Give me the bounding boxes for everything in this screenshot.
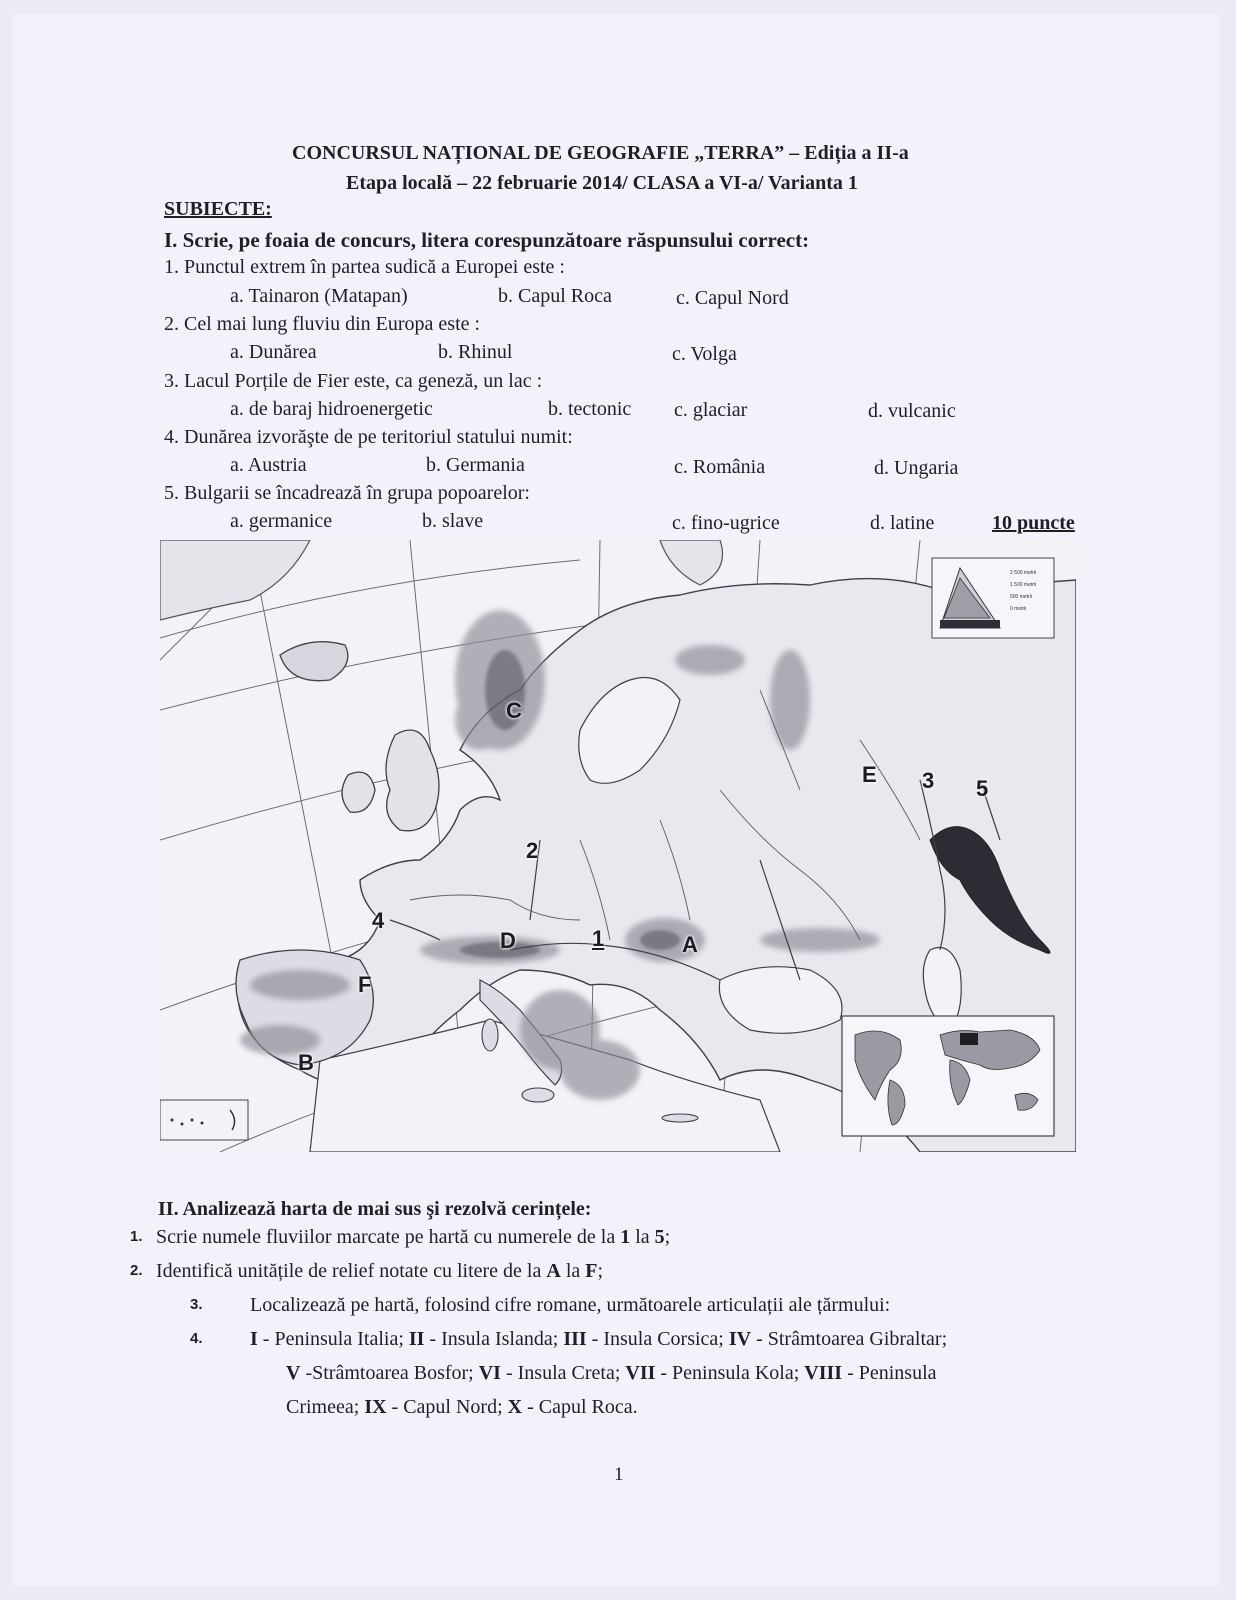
- articulations-line3: [286, 1396, 638, 1419]
- articulations-line2: [286, 1362, 937, 1385]
- roman-X: X: [507, 1396, 523, 1418]
- q5-option-d: d. latine: [870, 512, 935, 534]
- art-VI: - Insula Creta;: [500, 1362, 626, 1384]
- map-label-B: B: [298, 1050, 314, 1075]
- art-V: -Strâmtoarea Bosfor;: [300, 1362, 479, 1384]
- art-VIII: - Peninsula: [842, 1362, 937, 1384]
- art-IX: - Capul Nord;: [386, 1396, 508, 1418]
- item1-b1: 1: [620, 1226, 631, 1248]
- art-II: - Insula Islanda;: [424, 1328, 564, 1350]
- crete: [662, 1114, 698, 1122]
- q5-option-a: a. germanice: [230, 510, 333, 532]
- roman-VIII: VIII: [804, 1362, 843, 1384]
- map-label-F: F: [358, 972, 372, 997]
- roman-VI: VI: [478, 1362, 501, 1384]
- legend-2500: 2 500 metrii: [1010, 570, 1037, 576]
- exam-title: CONCURSUL NAȚIONAL DE GEOGRAFIE „TERRA” – Ediția a II-a: [292, 142, 909, 164]
- item1-number: 1.: [130, 1228, 143, 1245]
- item2-b2: F: [585, 1260, 598, 1282]
- articulations-line1: [250, 1328, 947, 1351]
- q5-option-b: b. slave: [422, 510, 484, 532]
- points-label: 10 puncte: [992, 512, 1075, 534]
- roman-I: I: [250, 1328, 258, 1350]
- legend-1500: 1 500 metrii: [1010, 582, 1037, 588]
- section1-heading: I. Scrie, pe foaia de concurs, litera corespunzătoare răspunsului correct:: [164, 228, 810, 252]
- question-1: 1. Punctul extrem în partea sudică a Europei este :: [164, 256, 565, 278]
- q4-option-c: c. România: [674, 456, 766, 478]
- map-label-2: 2: [526, 838, 539, 863]
- question-4: 4. Dunărea izvorăşte de pe teritoriul statului numit:: [164, 426, 573, 448]
- legend-0: 0 metrii: [1010, 606, 1027, 612]
- roman-III: III: [563, 1328, 587, 1350]
- q1-option-a: a. Tainaron (Matapan): [230, 285, 408, 307]
- q2-option-a: a. Dunărea: [230, 341, 317, 363]
- art-X: - Capul Roca.: [522, 1396, 638, 1418]
- q2-option-c: c. Volga: [672, 343, 737, 365]
- item1-post: ;: [664, 1226, 671, 1248]
- q3-option-b: b. tectonic: [548, 398, 632, 420]
- question-3: 3. Lacul Porțile de Fier este, ca geneză, un lac :: [164, 370, 543, 392]
- q4-option-d: d. Ungaria: [874, 457, 959, 479]
- item2-post: ;: [597, 1260, 604, 1282]
- item1-mid: la: [630, 1226, 655, 1248]
- page-number: 1: [614, 1464, 624, 1485]
- roman-VII: VII: [625, 1362, 656, 1384]
- art-VIII-cont: Crimeea;: [286, 1396, 365, 1418]
- item2-pre: Identifică unitățile de relief notate cu litere de la: [156, 1260, 547, 1282]
- world-inset-map: [842, 1016, 1054, 1136]
- item2-mid: la: [560, 1260, 586, 1282]
- q4-option-a: a. Austria: [230, 454, 307, 476]
- roman-II: II: [408, 1328, 425, 1350]
- map-label-4: 4: [372, 908, 385, 933]
- exam-subtitle: Etapa locală – 22 februarie 2014/ CLASA a VI-a/ Varianta 1: [346, 172, 858, 194]
- art-VII: - Peninsula Kola;: [655, 1362, 805, 1384]
- roman-IV: IV: [728, 1328, 752, 1350]
- legend-500: 500 metrii: [1010, 594, 1032, 600]
- map-label-1: 1: [592, 926, 605, 951]
- section2-heading: II. Analizează harta de mai sus şi rezolvă cerințele:: [158, 1198, 592, 1220]
- q4-option-b: b. Germania: [426, 454, 525, 476]
- q5-option-c: c. fino-ugrice: [672, 512, 780, 534]
- item1-pre: Scrie numele fluviilor marcate pe hartă cu numerele de la: [156, 1226, 621, 1248]
- map-label-E: E: [862, 762, 877, 787]
- item3-text: Localizează pe hartă, folosind cifre romane, următoarele articulații ale țărmului:: [250, 1294, 891, 1316]
- map-label-D: D: [500, 928, 516, 953]
- map-label-C: C: [506, 698, 522, 723]
- item1-b2: 5: [654, 1226, 665, 1248]
- map-label-5: 5: [976, 776, 989, 801]
- q3-option-a: a. de baraj hidroenergetic: [230, 398, 433, 420]
- q2-option-b: b. Rhinul: [438, 341, 513, 363]
- question-2: 2. Cel mai lung fluviu din Europa este :: [164, 313, 481, 335]
- item2-text: [156, 1260, 603, 1283]
- q1-option-c: c. Capul Nord: [676, 287, 789, 309]
- map-label-3: 3: [922, 768, 935, 793]
- subiecte-heading: SUBIECTE:: [164, 198, 272, 220]
- elevation-legend: [932, 558, 1054, 638]
- roman-IX: IX: [364, 1396, 387, 1418]
- question-5: 5. Bulgarii se încadrează în grupa popoarelor:: [164, 482, 530, 504]
- roman-V: V: [286, 1362, 301, 1384]
- art-IV: - Strâmtoarea Gibraltar;: [751, 1328, 948, 1350]
- sicily: [522, 1088, 554, 1102]
- art-III: - Insula Corsica;: [586, 1328, 729, 1350]
- corsica-sardinia: [482, 1019, 498, 1051]
- item1-text: [156, 1226, 670, 1249]
- item3-number: 3.: [190, 1296, 203, 1313]
- europe-relief-map: [160, 540, 1076, 1152]
- item4-number: 4.: [190, 1330, 203, 1347]
- q3-option-c: c. glaciar: [674, 399, 748, 421]
- item2-number: 2.: [130, 1262, 143, 1279]
- q1-option-b: b. Capul Roca: [498, 285, 612, 307]
- item2-b1: A: [546, 1260, 561, 1282]
- q3-option-d: d. vulcanic: [868, 400, 956, 422]
- art-I: - Peninsula Italia;: [257, 1328, 409, 1350]
- map-label-A: A: [682, 932, 698, 957]
